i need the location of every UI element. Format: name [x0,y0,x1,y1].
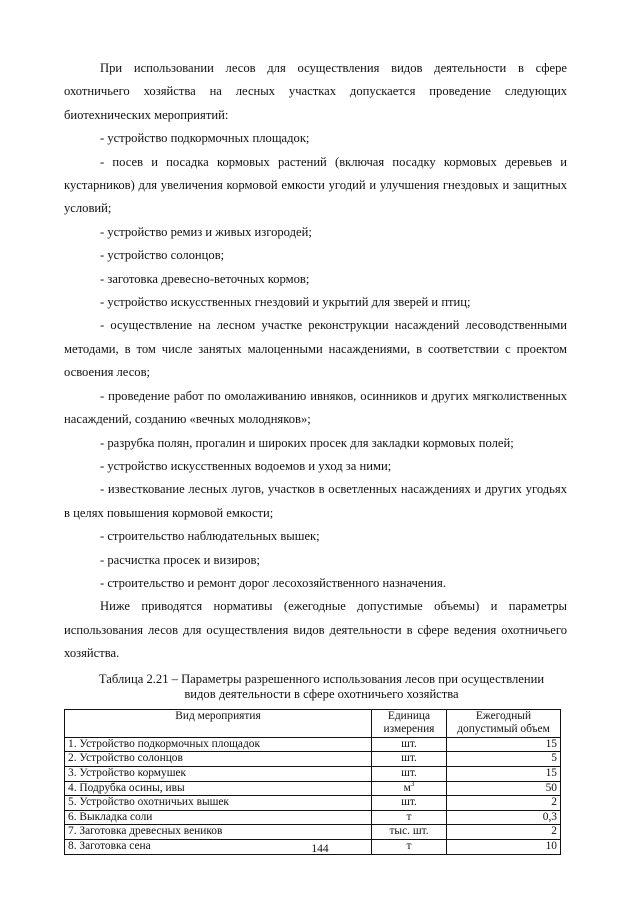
header-activity: Вид мероприятия [65,709,372,737]
cell-unit: т [372,810,447,825]
cell-unit: шт. [372,766,447,781]
header-unit-line: Единица [387,709,431,722]
table-caption-line: Таблица 2.21 – Параметры разрешенного использования лесов при осуществлении [98,671,545,686]
header-volume-line: допустимый объем [457,723,550,736]
cell-activity: 1. Устройство подкормочных площадок [65,737,372,752]
list-item: - строительство наблюдательных вышек; [100,529,320,544]
list-item: - устройство искусственных гнездовий и укрытий для зверей и птиц; [100,295,471,310]
cell-volume: 15 [447,737,561,752]
cell-activity: 4. Подрубка осины, ивы [65,781,372,796]
cell-unit: шт. [372,796,447,811]
table-caption [64,672,567,702]
list-item: - разрубка полян, прогалин и широких просек для закладки кормовых полей; [100,435,514,450]
table-row [65,810,561,825]
list-item: - известкование лесных лугов, участков в осветленных насаждениях и других угодьях в целях повышения кормовой емкости; [64,482,567,520]
cell-unit: шт. [372,752,447,767]
list-item: - осуществление на лесном участке реконструкции насаждений лесоводственными методами, в том числе занятых малоценными насаждениями, в соответствии с проектом освоения лесов; [64,318,567,380]
header-unit-line: измерения [383,723,435,736]
cell-volume: 5 [447,752,561,767]
table-row [65,766,561,781]
cell-unit: шт. [372,737,447,752]
cell-unit: тыс. шт. [372,825,447,840]
list-item: - устройство ремиз и живых изгородей; [100,224,312,239]
cell-activity: 5. Устройство охотничьих вышек [65,796,372,811]
cell-unit: т [372,839,447,854]
header-unit [372,709,447,737]
paragraph: При использовании лесов для осуществления видов деятельности в сфере охотничьего хозяйства на лесных участках допускается проведение следующих биотехнических мероприятий: [64,61,567,122]
cell-volume: 0,3 [447,810,561,825]
page-body [64,57,567,855]
list-item: - заготовка древесно-веточных кормов; [100,271,310,286]
list-item: - проведение работ по омолаживанию ивняков, осинников и других мягколиственных насаждений, созданию «вечных молодняков»; [64,388,567,427]
unit-superscript: 3 [410,779,415,788]
cell-volume: 10 [447,839,561,854]
table-row [65,737,561,752]
cell-volume: 50 [447,781,561,796]
cell-activity: 2. Устройство солонцов [65,752,372,767]
unit-text: м [403,781,411,794]
cell-activity: 3. Устройство кормушек [65,766,372,781]
paragraph: Ниже приводятся нормативы (ежегодные допустимые объемы) и параметры использования лесов для осуществления видов деятельности в сфере ведения охотничьего хозяйства. [64,599,567,661]
list-item: - устройство подкормочных площадок; [100,131,310,146]
cell-activity: 7. Заготовка древесных веников [65,825,372,840]
list-item: - устройство солонцов; [100,248,225,263]
table-row [65,752,561,767]
cell-activity: 6. Выкладка соли [65,810,372,825]
table-header-row [65,709,561,737]
parameters-table [64,709,561,855]
cell-unit [372,781,447,796]
table-caption-line: видов деятельности в сфере охотничьего хозяйства [184,686,459,701]
list-item: - устройство искусственных водоемов и уход за ними; [100,458,392,473]
cell-volume: 2 [447,796,561,811]
list-item: - строительство и ремонт дорог лесохозяйственного назначения. [100,575,446,590]
table-row [65,781,561,796]
list-item: - посев и посадка кормовых растений (включая посадку кормовых деревьев и кустарников) для увеличения кормовой емкости угодий и улучшения гнездовых и защитных условий; [64,154,567,216]
header-volume-line: Ежегодный [475,709,532,722]
list-item: - расчистка просек и визиров; [100,552,260,567]
page-number: 144 [311,843,329,855]
header-volume [447,709,561,737]
cell-volume: 15 [447,766,561,781]
table-row [65,825,561,840]
table-row [65,796,561,811]
cell-volume: 2 [447,825,561,840]
cell-activity: 8. Заготовка сена [65,839,372,854]
